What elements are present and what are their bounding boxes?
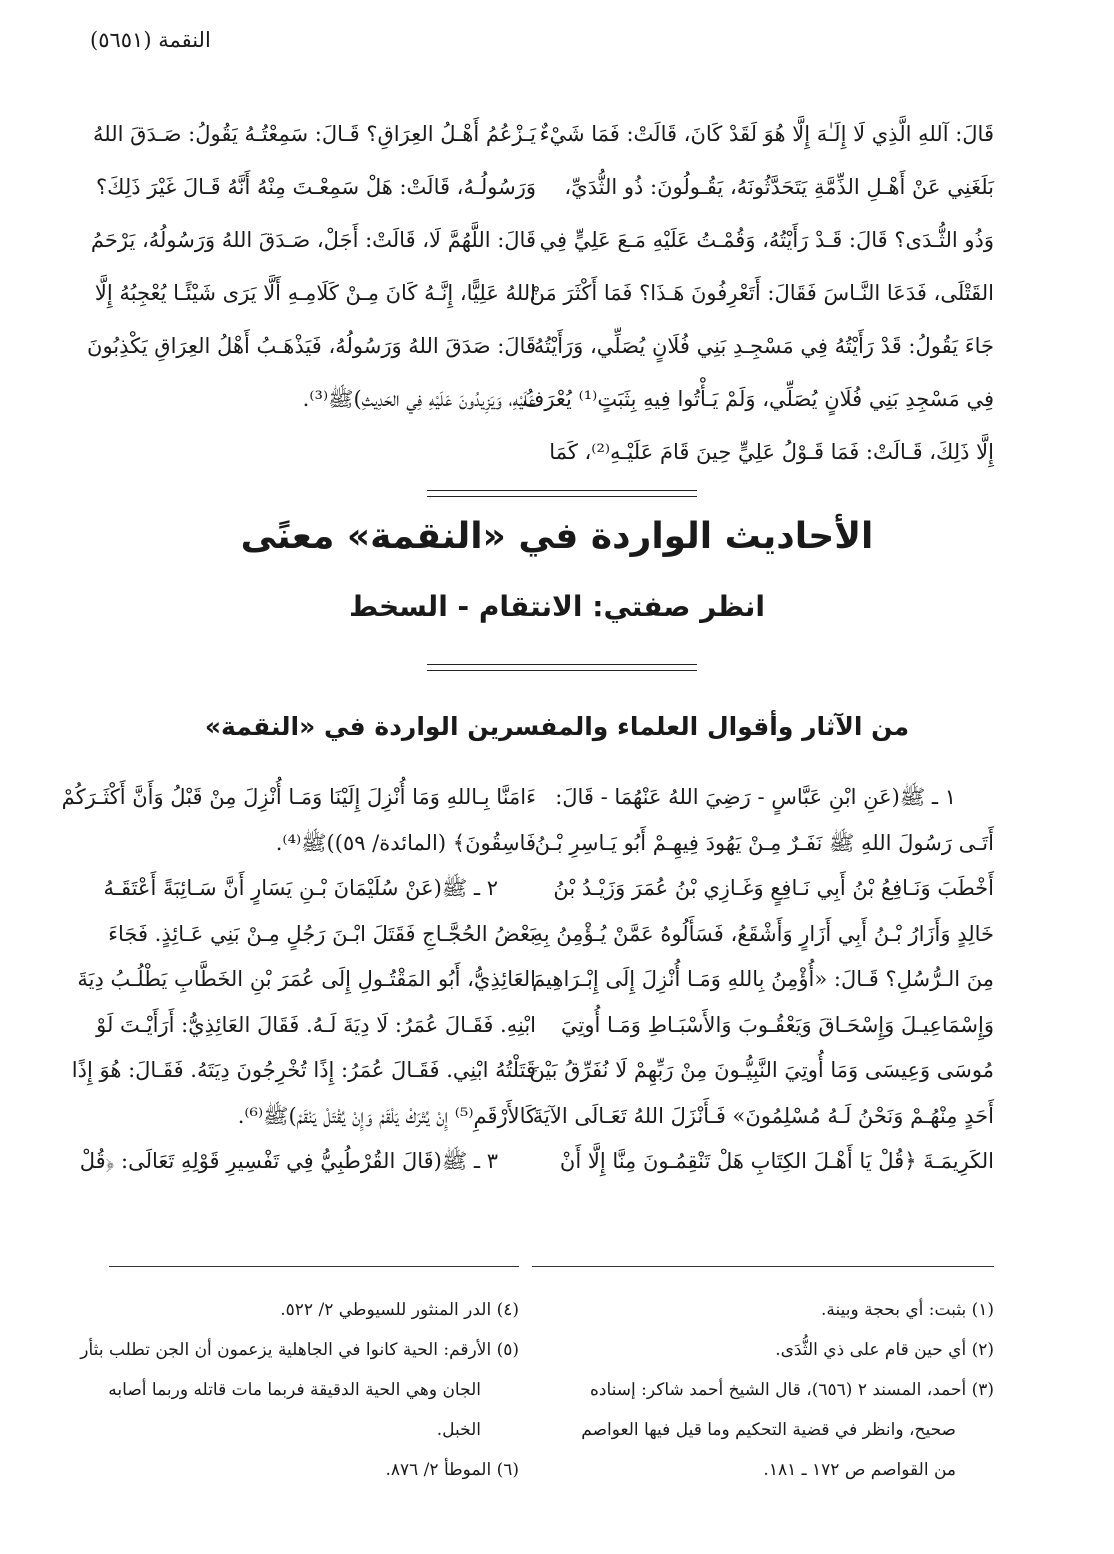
text-line: قَالَ: اللَّهُمَّ لَا، قَالَتْ: أَجَلْ، صَـدَقَ اللهُ وَرَسُولُهُ، يَرْحَمُ — [90, 228, 536, 252]
footnotes-right — [524, 1290, 994, 1490]
footnote: صحيح، وانظر في قضية التحكيم وما قيل فيها العواصم — [581, 1420, 956, 1440]
running-title: النقمة (٥٦٥١) — [90, 28, 211, 52]
mid-right-column — [529, 775, 994, 1185]
text-line: قَالَ: صَدَقَ اللهُ وَرَسُولُهُ، فَيَذْهَـبُ أَهْلُ العِرَاقِ يَكْذِبُونَ — [87, 334, 536, 358]
text-line: عَلَيْهِ، وَيَزِيدُونَ عَلَيْهِ فِي الحَدِيثِ)ﷺ⁽³⁾. — [302, 387, 536, 411]
text-line: العَائِذِيُّ، أَبُو المَقْتُـولِ إِلَى عُمَرَ بْنِ الخَطَّابِ يَطْلُـبُ دِيَةَ — [77, 967, 536, 991]
text-line: فَاسِقُونَ﴾ (المائدة/ ٥٩))ﷺ⁽⁴⁾. — [275, 830, 536, 855]
footnote: (٢) أي حين قام على ذي الثُّدَى. — [775, 1340, 994, 1360]
text-line: أَحَدٍ مِنْهُـمْ وَنَحْنُ لَـهُ مُسْلِمُونَ» فَـأَنْزَلَ اللهُ تَعَـالَى الآيَةَ — [532, 1103, 994, 1128]
text-line: أَتَـى رَسُولَ اللهِ ﷺ نَفَـرٌ مِـنْ يَهُودَ فِيهِـمْ أَبُو يَـاسِرِ بْـنُ — [534, 830, 994, 855]
footnote: (١) بثبت: أي بحجة وبينة. — [821, 1300, 994, 1320]
text-line: وَإِسْمَاعِيـلَ وَإِسْحَـاقَ وَيَعْقُـوبَ وَالأَسْبَـاطِ وَمَـا أُوتِيَ — [560, 1012, 994, 1037]
text-line: بَعْضُ الحُجَّـاجِ فَقَتَلَ ابْـنَ رَجُلٍ مِـنْ بَنِي عَـائِذٍ. فَجَاءَ — [108, 921, 536, 946]
mid-left-column — [61, 775, 536, 1185]
footnote: الخبل. — [436, 1420, 481, 1440]
text-line: القَتْلَى، فَدَعَا النَّـاسَ فَقَالَ: أَتَعْرِفُونَ هَـذَا؟ فَمَا أَكْثَرَ مَنْ — [529, 281, 994, 305]
text-line: ٣ ـ ﷺ(قَالَ القُرْطُبِيُّ فِي تَفْسِيرِ قَوْلِهِ تَعَالَى: ﴿قُلْ — [79, 1149, 498, 1173]
text-line: قَالَ: آللهِ الَّذِي لَا إِلَـٰهَ إِلَّا هُوَ لَقَدْ كَانَ، قَالَتْ: فَمَا شَيْءٌ — [539, 122, 994, 146]
text-line: فِي مَسْجِدِ بَنِي فُلَانٍ يُصَلِّي، وَلَمْ يَـأْتُوا فِيهِ بِثَبَتٍ⁽¹⁾ يُعْرَفُ — [522, 387, 994, 411]
footnote: (٤) الدر المنثور للسيوطي ٢/ ٥٢٢. — [280, 1300, 519, 1320]
text-line: كَالأَرْقَمِ⁽⁵⁾ إِنْ يُتْرَكْ يَلْقَمْ وَإِنْ يُقْتَلْ يَنْقَمْ)ﷺ⁽⁶⁾. — [237, 1103, 536, 1128]
see-also-heading: انظر صفتي: الانتقام - السخط — [349, 590, 765, 623]
footnote: من القواصم ص ١٧٢ ـ ١٨١. — [763, 1460, 956, 1480]
text-line: مُوسَى وَعِيسَى وَمَا أُوتِيَ النَّبِيُّـونَ مِنْ رَبِّهِمْ لَا نُفَرِّقُ بَيْنَ — [529, 1058, 994, 1082]
text-line: قَتَلْتُهُ ابْنِي. فَقَـالَ عُمَرُ: إِذًا تُخْرِجُونَ دِيَتَهُ. فَقَـالَ: هُوَ إِذًا — [71, 1058, 536, 1082]
footnote: (٣) أحمد، المسند ٢ (٦٥٦)، قال الشيخ أحمد شاكر: إسناده — [590, 1380, 994, 1400]
text-line: اللهُ عَلِيًّا، إِنَّـهُ كَانَ مِـنْ كَلَامِـهِ أَلَّا يَرَى شَيْئًـا يُعْجِبُهُ إِلَّا — [94, 281, 536, 305]
footnote: الجان وهي الحية الدقيقة فربما مات قاتله وربما أصابه — [108, 1380, 481, 1400]
text-line: ابْنِهِ. فَقَـالَ عُمَرُ: لَا دِيَةَ لَـهُ. فَقَالَ العَائِذِيُّ: أَرَأَيْـتَ لَوْ — [96, 1012, 536, 1037]
text-line: يَـزْعُمُ أَهْـلُ العِرَاقِ؟ قَـالَ: سَمِعْتُـهُ يَقُولُ: صَـدَقَ اللهُ — [93, 122, 536, 146]
text-line: وَرَسُولُـهُ، قَالَتْ: هَلْ سَمِعْـتَ مِنْهُ أَنَّهُ قَـالَ غَيْرَ ذَلِكَ؟ — [96, 175, 536, 199]
text-line: جَاءَ يَقُولُ: قَدْ رَأَيْتُهُ فِي مَسْجِـدِ بَنِي فُلَانٍ يُصَلِّي، وَرَأَيْتُهُ — [533, 334, 994, 358]
text-line: خَالِدٍ وَأَزَارُ بْـنُ أَبِي أَزَارٍ وَأَشْقَعُ، فَسَأَلُوهُ عَمَّنْ يُـؤْمِنُ بِهِ — [532, 921, 994, 946]
text-line: بَلَغَنِي عَنْ أَهْـلِ الذِّمَّةِ يَتَحَدَّثُونَهُ، يَقُـولُونَ: ذُو الثُّدَيِّ، — [564, 175, 994, 199]
text-line: إِلَّا ذَلِكَ، قَـالَتْ: فَمَا قَـوْلُ عَلِيٍّ حِينَ قَامَ عَلَيْـهِ⁽²⁾، كَمَا — [549, 440, 994, 464]
text-line: الكَرِيمَـةَ ﴿قُلْ يَا أَهْـلَ الكِتَابِ هَلْ تَنْقِمُـونَ مِنَّا إِلَّا أَنْ — [559, 1149, 994, 1173]
text-line: أَخْطَبَ وَنَـافِعُ بْنُ أَبِي نَـافِعٍ وَغَـازِي بْنُ عُمَرَ وَزَيْـدُ بْنُ — [553, 876, 994, 900]
page-header — [0, 28, 1114, 58]
section-heading: من الآثار وأقوال العلماء والمفسرين الواردة في «النقمة» — [204, 712, 910, 741]
top-right-column — [522, 108, 994, 479]
footnotes-left — [80, 1290, 519, 1490]
text-line: مِنَ الـرُّسُلِ؟ قَـالَ: «أُؤْمِنُ بِاللهِ وَمَـا أُنْزِلَ إِلَى إِبْـرَاهِيمَ — [532, 967, 994, 991]
footnote: (٦) الموطأ ٢/ ٨٧٦. — [385, 1460, 519, 1480]
footnote-rule-left — [109, 1266, 519, 1267]
bottom-divider — [427, 664, 697, 671]
text-line: ٢ ـ ﷺ(عَنْ سُلَيْمَانَ بْـنِ يَسَارٍ أَنَّ سَـائِبَةً أَعْتَقَـهُ — [103, 876, 498, 900]
main-heading: الأحاديث الواردة في «النقمة» معنًى — [240, 516, 874, 557]
text-line: ءَامَنَّا بِـاللهِ وَمَا أُنْزِلَ إِلَيْنَا وَمَـا أُنْزِلَ مِنْ قَبْلُ وَأَنَّ أَكْثَـرَكُمْ — [61, 785, 536, 809]
footnote-rule-right — [532, 1266, 994, 1267]
footnote: (٥) الأرقم: الحية كانوا في الجاهلية يزعمون أن الجن تطلب بثأر — [80, 1340, 519, 1360]
top-left-column — [66, 108, 536, 426]
text-line: ١ ـ ﷺ(عَنِ ابْنِ عَبَّاسٍ - رَضِيَ اللهُ عَنْهُمَا - قَالَ: — [555, 785, 956, 809]
top-divider — [427, 490, 697, 497]
text-line: وَذُو الثُّـدَى؟ قَالَ: قَـدْ رَأَيْتُهُ، وَقُمْـتُ عَلَيْهِ مَـعَ عَلِيٍّ فِي — [539, 228, 994, 252]
